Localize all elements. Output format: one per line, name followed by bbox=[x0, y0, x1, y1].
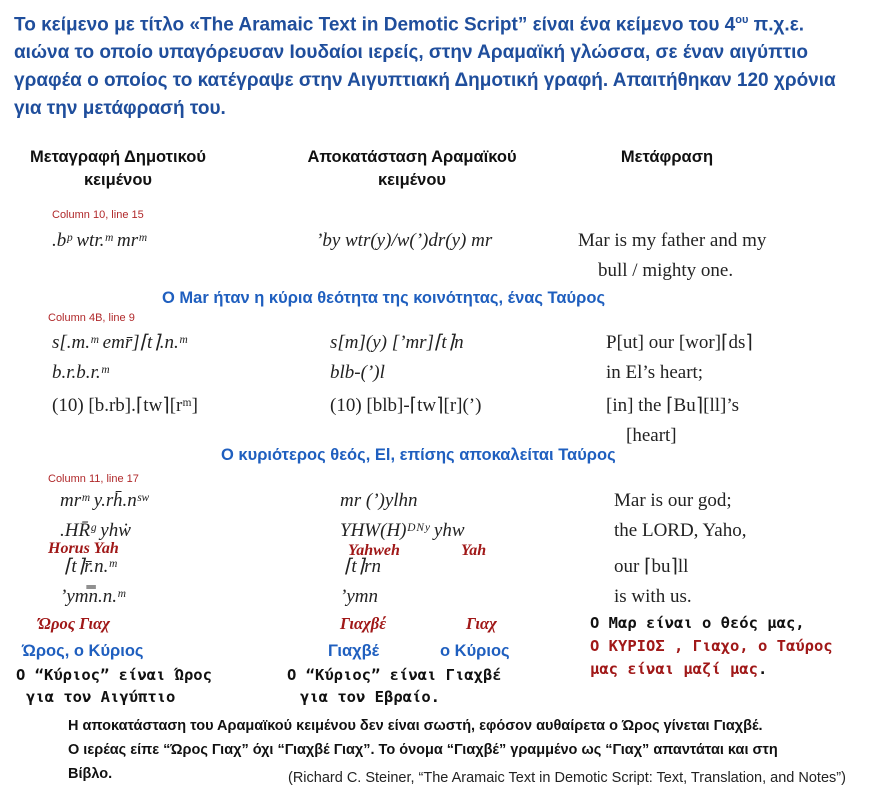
handwritten-horus-yah: Horus Yah bbox=[48, 540, 119, 557]
section3-aramaic-line1: mr (’)ylhn bbox=[340, 490, 418, 511]
header-aramaic-line1: Αποκατάσταση Αραμαϊκού bbox=[307, 148, 517, 166]
section1-translation-line1: Mar is my father and my bbox=[578, 230, 767, 251]
section2-translation-line1: P[ut] our [wor]⌈ds⌉ bbox=[606, 332, 753, 353]
header-aramaic bbox=[292, 146, 532, 192]
section1-note: Ο Mar ήταν η κύρια θεότητα της κοινότητας, ένας Ταύρος bbox=[162, 289, 606, 307]
section3-demotic-line4: ’ym̿n.n.ᵐ bbox=[60, 586, 125, 607]
header-translation bbox=[604, 146, 730, 169]
label-giax-red: Γιαχ bbox=[466, 614, 497, 633]
intro-paragraph bbox=[14, 6, 864, 123]
section2-aramaic-line1: s[m](y) [’mr]⌈t⌉n bbox=[330, 332, 464, 353]
handwritten-yah: Yah bbox=[461, 542, 487, 559]
label-oros-kyrios: Ώρος, ο Κύριος bbox=[22, 642, 144, 660]
header-aramaic-line2: κειμένου bbox=[377, 171, 446, 189]
section3-translation-line4: is with us. bbox=[614, 586, 692, 607]
section3-translation-line3: our ⌈bu⌉ll bbox=[614, 556, 689, 577]
section3-demotic-line2: .HR̄ᵍ yhẇ bbox=[60, 520, 131, 541]
section1-aramaic: ’by wtr(y)/w(’)dr(y) mr bbox=[316, 230, 493, 251]
section2-note: Ο κυριότερος θεός, El, επίσης αποκαλείται Ταύρος bbox=[221, 446, 616, 464]
footer-line1: Η αποκατάσταση του Αραμαϊκού κειμένου δεν είναι σωστή, εφόσον αυθαίρετα ο Ώρος γίνεται Γιαχβέ. bbox=[68, 718, 763, 734]
section2-aramaic-line2: blb-(’)l bbox=[330, 362, 385, 383]
intro-text-part2: π.χ.ε. αιώνα το οποίο υπαγόρευσαν Ιουδαίοι ιερείς, στην Αραμαϊκή γλώσσα, σε έναν αιγύπτιο γραφέα ο οποίος το κατέγραψε στην Αιγυπτιακή Δημοτική γραφή. Απαιτήθηκαν 120 χρόνια για την μετάφρασή του. bbox=[14, 14, 836, 120]
header-translation-line1: Μετάφραση bbox=[620, 148, 714, 166]
section3-demotic-line1: mrᵐ y.rh̄.nˢʷ bbox=[60, 490, 149, 511]
section2-label: Column 4B, line 9 bbox=[48, 312, 135, 324]
section2-demotic-line2: b.r.b.r.ᵐ bbox=[52, 362, 109, 383]
section2-demotic-line1: s[.m.ᵐ emr̄]⌈t⌉.n.ᵐ bbox=[52, 332, 187, 353]
section3-label: Column 11, line 17 bbox=[48, 473, 139, 485]
statement-hebrew-line1: Ο “Κύριος” είναι Γιαχβέ bbox=[287, 666, 502, 684]
greek-translation-line2: Ο ΚΥΡΙΟΣ , Γιαχο, ο Ταύρος bbox=[590, 637, 833, 655]
header-demotic bbox=[12, 146, 224, 192]
greek-translation-line1: Ο Μαρ είναι ο θεός μας, bbox=[590, 614, 805, 632]
footer-line2: Ο ιερέας είπε “Ώρος Γιαχ” όχι “Γιαχβέ Γιαχ”. Το όνομα “Γιαχβέ” γραμμένο ως “Γιαχ” απαντάται και στη bbox=[68, 742, 778, 758]
section3-aramaic-line2: YHW(H)ᴰᴺʸ yhw bbox=[340, 520, 465, 541]
section1-translation-line2: bull / mighty one. bbox=[598, 260, 734, 281]
footer-line3: Βίβλο. bbox=[68, 766, 113, 782]
label-oros-giax: Ώρος Γιαχ bbox=[38, 614, 110, 633]
section3-aramaic-line3: ⌈t⌉rn bbox=[344, 556, 381, 577]
section2-translation-line3: [in] the ⌈Bu⌉[ll]’s bbox=[606, 395, 740, 416]
label-giaxve-red: Γιαχβέ bbox=[340, 614, 386, 633]
section2-translation-line2: in El’s heart; bbox=[606, 362, 704, 383]
statement-hebrew-line2: για τον Εβραίο. bbox=[300, 688, 440, 706]
label-giaxve-blue: Γιαχβέ bbox=[328, 642, 380, 660]
intro-text-part1: Το κείμενο με τίτλο «The Aramaic Text in Demotic Script” είναι ένα κείμενο του 4 bbox=[14, 14, 736, 36]
section3-demotic-line3: ⌈t⌉r̄.n.ᵐ bbox=[64, 556, 117, 577]
section3-translation-line2: the LORD, Yaho, bbox=[614, 520, 747, 541]
footer-citation: (Richard C. Steiner, “The Aramaic Text in Demotic Script: Text, Translation, and Notes”) bbox=[288, 770, 846, 786]
greek-translation-line3 bbox=[590, 660, 767, 679]
section2-aramaic-line3: (10) [blb]-⌈tw⌉[r](’) bbox=[330, 395, 482, 416]
statement-egyptian-line2: για τον Αιγύπτιο bbox=[26, 688, 176, 706]
section2-translation-line4: [heart] bbox=[626, 425, 677, 446]
intro-superscript: ου bbox=[735, 14, 749, 26]
section3-translation-line1: Mar is our god; bbox=[614, 490, 732, 511]
label-o-kyrios: ο Κύριος bbox=[440, 642, 510, 660]
header-demotic-line2: κειμένου bbox=[83, 171, 152, 189]
section2-demotic-line3: (10) [b.rb].⌈tw⌉[rᵐ] bbox=[52, 395, 198, 416]
header-demotic-line1: Μεταγραφή Δημοτικού bbox=[30, 148, 206, 166]
handwritten-yahweh: Yahweh bbox=[348, 542, 400, 559]
section3-aramaic-line4: ’ymn bbox=[340, 586, 378, 607]
section1-demotic: .bᵖ wtr.ᵐ mrᵐ bbox=[52, 230, 147, 251]
statement-egyptian-line1: Ο “Κύριος” είναι Ώρος bbox=[16, 666, 212, 684]
greek-translation-line3-text: μας είναι μαζί μας bbox=[590, 660, 758, 678]
section1-label: Column 10, line 15 bbox=[52, 209, 144, 221]
greek-translation-line3-end: . bbox=[757, 660, 768, 678]
